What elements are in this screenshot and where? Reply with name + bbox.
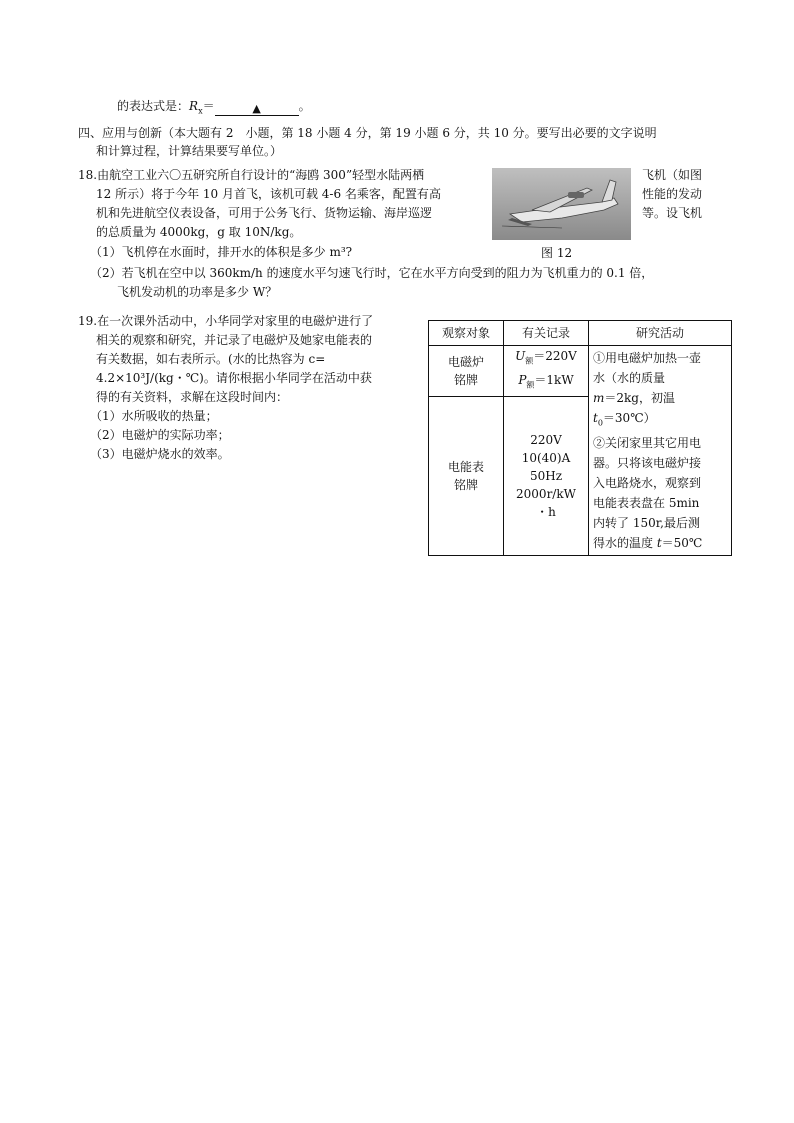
initial-temp-sub: 0	[597, 418, 603, 428]
power-symbol: P	[518, 372, 527, 387]
rated-power	[504, 371, 588, 394]
table-row	[429, 346, 732, 397]
engine	[568, 192, 584, 198]
activity-line2: 水（水的质量	[593, 371, 666, 385]
q17-var-sub: x	[198, 106, 203, 116]
header-object: 观察对象	[429, 321, 504, 346]
activity-line10	[593, 533, 727, 553]
q19-sub3: （3）电磁炉烧水的效率。	[90, 447, 230, 461]
meter-voltage: 220V	[530, 432, 562, 447]
q18-line4: 的总质量为 4000kg，g 取 10N/kg。	[96, 225, 302, 239]
q18-right2: 性能的发动	[642, 187, 703, 201]
row1-object-line1: 电磁炉	[447, 354, 484, 369]
final-temp-value: ＝50℃	[661, 536, 703, 551]
q18-line1: 18.由航空工业六〇五研究所自行设计的“海鸥 300”轻型水陆两栖	[78, 168, 425, 182]
activity-line3	[593, 388, 727, 408]
q17-answer-blank[interactable]	[215, 101, 299, 116]
header-activity: 研究活动	[589, 321, 732, 346]
power-sub: 额	[526, 380, 535, 390]
q18-sub2a: （2）若飞机在空中以 360km/h 的速度水平匀速飞行时，它在水平方向受到的阻力为飞机重力的 0.1 倍，	[90, 266, 654, 280]
q18-right1: 飞机（如图	[642, 168, 703, 182]
activity-line6: 器。只将该电磁炉接	[593, 456, 702, 471]
initial-temp-symbol: t	[593, 411, 598, 425]
meter-current: 10(40)A	[521, 450, 571, 465]
q19-line5: 得的有关资料，求解在这段时间内：	[96, 390, 289, 404]
header-record: 有关记录	[504, 321, 589, 346]
q18-right3: 等。设飞机	[642, 206, 703, 220]
row2-object	[429, 396, 504, 556]
row2-record	[504, 396, 589, 556]
q18-sub1: （1）飞机停在水面时，排开水的体积是多少 m³?	[90, 245, 353, 259]
rated-voltage	[504, 347, 588, 370]
q17-suffix: 。	[298, 99, 311, 113]
q18-line3: 机和先进航空仪表设备，可用于公务飞行、货物运输、海岸巡逻	[96, 206, 433, 220]
q17-equals: ＝	[202, 99, 215, 113]
triangle-mark-icon: ▲	[252, 102, 261, 115]
meter-frequency: 50Hz	[529, 468, 563, 483]
voltage-symbol: U	[515, 349, 526, 364]
activity-line7: 入电路烧水，观察到	[593, 476, 702, 491]
meter-constant: 2000r/kW	[516, 486, 576, 501]
q18-line2: 12 所示）将于今年 10 月首飞，该机可载 4-6 名乘客，配置有高	[96, 187, 441, 201]
q19-line2: 相关的观察和研究，并记录了电磁炉及她家电能表的	[96, 333, 373, 347]
seaplane-figure	[492, 168, 631, 240]
mass-symbol: m	[593, 391, 605, 405]
q19-line4: 4.2×10³J/(kg・℃)。请你根据小华同学在活动中获	[96, 371, 372, 385]
initial-temp-value: ＝30℃）	[602, 411, 656, 425]
q19-line1: 19.在一次课外活动中，小华同学对家里的电磁炉进行了	[78, 314, 374, 328]
q17-answer-line	[117, 98, 311, 119]
row1-record	[504, 346, 589, 397]
row1-object-line2: 铭牌	[453, 372, 478, 387]
q19-sub1: （1）水所吸收的热量；	[90, 409, 218, 423]
q18-sub2b: 飞机发动机的功率是多少 W？	[117, 285, 278, 299]
final-temp-symbol: t	[656, 536, 662, 551]
observation-table	[428, 320, 732, 556]
voltage-value: ＝220V	[533, 349, 577, 364]
row2-object-line2: 铭牌	[453, 477, 478, 492]
activity-line5: ②关闭家里其它用电	[593, 436, 702, 451]
voltage-sub: 额	[525, 356, 534, 366]
row2-object-line1: 电能表	[447, 459, 484, 474]
q19-line3: 有关数据，如右表所示。(水的比热容为 c=	[96, 352, 326, 366]
final-temp-prefix: 得水的温度	[593, 536, 657, 551]
figure-caption: 图 12	[541, 246, 573, 260]
mass-value: ＝2kg，初温	[604, 391, 675, 405]
q19-sub2: （2）电磁炉的实际功率；	[90, 428, 230, 442]
row1-object	[429, 346, 504, 397]
meter-constant-unit: ・h	[536, 504, 556, 519]
activity-cell	[589, 346, 732, 556]
activity-line1: ①用电磁炉加热一壶	[593, 351, 702, 365]
activity-line9: 内转了 150r,最后测	[593, 516, 700, 531]
section4-line1: 四、应用与创新（本大题有 2 小题，第 18 小题 4 分，第 19 小题 6 分，共 10 分。要写出必要的文字说明	[78, 126, 657, 140]
table-header-row	[429, 321, 732, 346]
power-value: ＝1kW	[534, 372, 574, 387]
activity-line4	[593, 408, 727, 433]
section4-line2: 和计算过程，计算结果要写单位。）	[96, 144, 283, 158]
q17-var-symbol: R	[189, 99, 199, 113]
q17-prefix: 的表达式是：	[117, 99, 190, 113]
activity-line8: 电能表表盘在 5min	[593, 496, 700, 511]
